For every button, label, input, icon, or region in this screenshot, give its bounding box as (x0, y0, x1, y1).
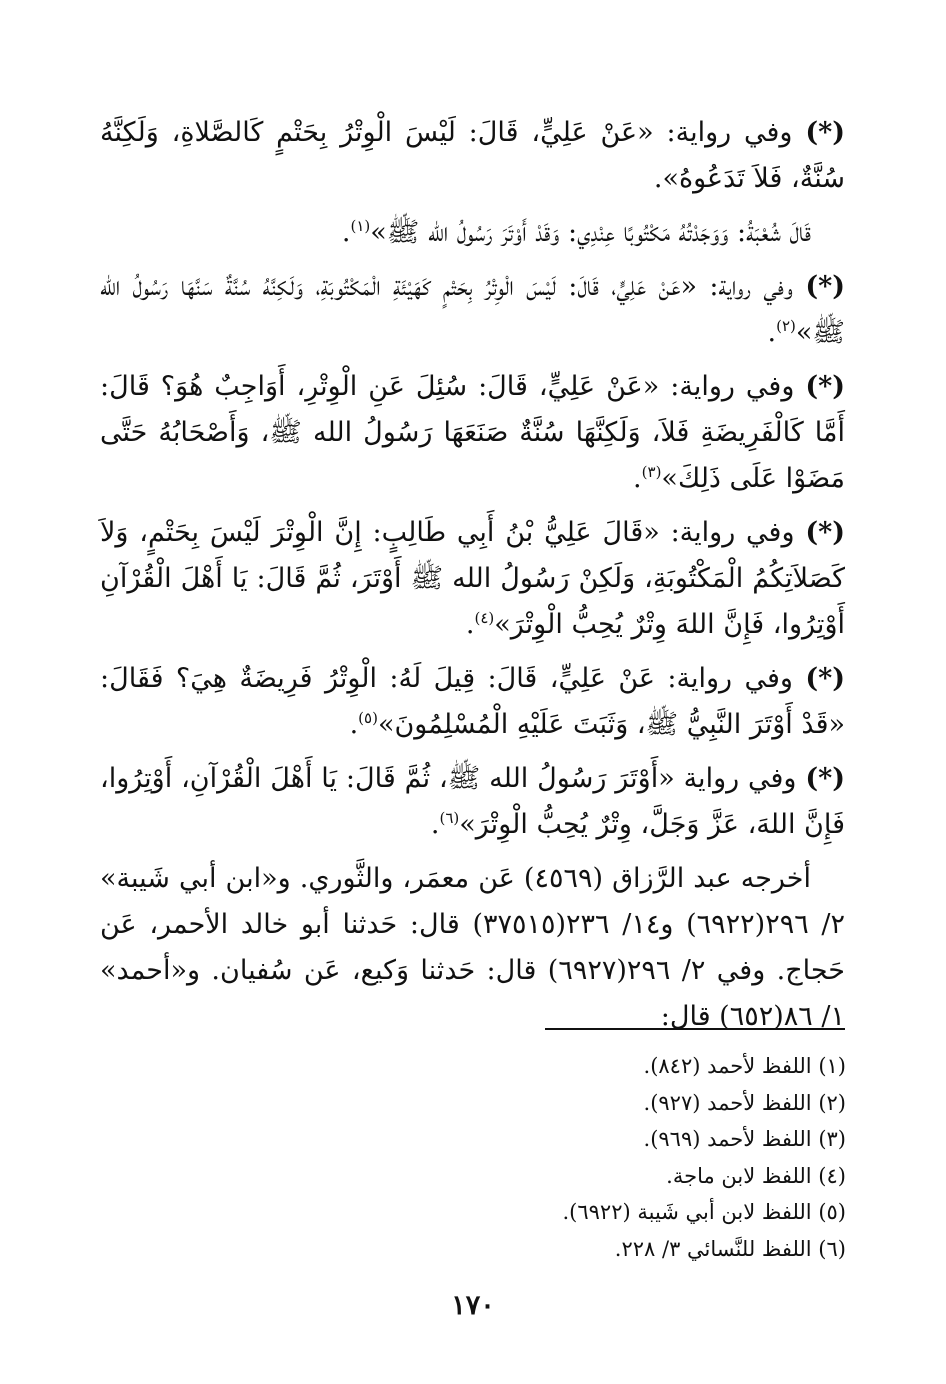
footnote: (١) اللفظ لأحمد (٨٤٢). (643, 1054, 846, 1078)
footnote: (٣) اللفظ لأحمد (٩٦٩). (643, 1127, 846, 1151)
hadith-paragraph (100, 756, 845, 848)
page-number: ١٧٠ (451, 1290, 495, 1321)
footnotes (101, 1048, 846, 1267)
hadith-paragraph (100, 510, 845, 648)
hadith-paragraph (100, 656, 845, 748)
hadith-paragraph (100, 110, 845, 202)
paragraph-tail: . (767, 317, 777, 348)
paragraph-marker: (*) (805, 663, 845, 694)
paragraph-marker: (*) (805, 371, 845, 402)
footnote: (٥) اللفظ لابن أبي شَيبة (٦٩٢٢). (562, 1200, 846, 1224)
footnote: (٤) اللفظ لابن ماجة. (666, 1163, 846, 1188)
paragraph-marker: (*) (805, 117, 845, 148)
paragraph-text: وفي رواية: «قَالَ عَلِيُّ بْنُ أَبِي طَالِبٍ: إِنَّ الْوِتْرَ لَيْسَ بِحَتْمٍ، وَلاَ كَصَلاَتِكُمُ الْمَكْتُوبَةِ، وَلَكِنْ رَسُولُ الله ﷺ أَوْتَرَ، ثُمَّ قَالَ: يَا أَهْلَ الْقُرْآنِ أَوْتِرُوا، فَإِنَّ اللهَ وِتْرٌ يُحِبُّ الْوِتْرَ» (100, 517, 845, 640)
paragraph-text: قَالَ شُعْبَةُ: وَوَجَدْتُهُ مَكْتُوبًا عِنْدِي: وَقَدْ أَوْتَرَ رَسُولُ الله ﷺ» (370, 217, 811, 248)
paragraph-tail: . (341, 217, 351, 248)
paragraph-marker: (*) (805, 271, 845, 302)
paragraph-text: وفي رواية: عَنْ عَلِيٍّ، قَالَ: قِيلَ لَهُ: الْوِتْرُ فَرِيضَةٌ هِيَ؟ فَقَالَ: «قَدْ أَوْتَرَ النَّبِيُّ ﷺ، وَثَبَتَ عَلَيْهِ الْمُسْلِمُونَ» (100, 663, 845, 740)
footnote-reference: (٣) (641, 463, 662, 481)
paragraph-tail: . (465, 609, 475, 640)
paragraph-text: وفي رواية: «عَنْ عَلِيٍّ، قَالَ: لَيْسَ الْوِتْرُ بِحَتْمٍ كَالصَّلاةِ، وَلَكِنَّهُ سُنَّةٌ، فَلاَ تَدَعُوهُ». (100, 117, 845, 194)
source-paragraph: أخرجه عبد الرَّزاق (٤٥٦٩) عَن معمَر، والثَّوري. و«ابن أبي شَيبة» ٢/ ٢٩٦(٦٩٢٢) و١٤/ ٢٣٦(٣٧٥١٥) قال: حَدثنا أبو خالد الأحمر، عَن حَجاج. وفي ٢/ ٢٩٦(٦٩٢٧) قال: حَدثنا وَكيع، عَن سُفيان. و«أحمد» ١/ ٨٦(٦٥٢) قال: (100, 863, 845, 1032)
hadith-paragraph (100, 364, 845, 502)
footnote: (٦) اللفظ للنَّسائي ٣/ ٢٢٨. (614, 1236, 846, 1261)
footnote-reference: (٦) (439, 809, 460, 827)
footnote-divider (545, 1028, 845, 1030)
paragraph-text: وفي رواية: «عَنْ عَلِيٍّ، قَالَ: سُئِلَ عَنِ الْوِتْرِ، أَوَاجِبٌ هُوَ؟ قَالَ: أَمَّا كَالْفَرِيضَةِ فَلاَ، وَلَكِنَّهَا سُنَّةٌ صَنَعَهَا رَسُولُ الله ﷺ، وَأَصْحَابُهُ حَتَّى مَضَوْا عَلَى ذَلِكَ» (100, 371, 845, 494)
footnote: (٢) اللفظ لأحمد (٩٢٧). (643, 1090, 846, 1115)
paragraph-text: وفي رواية «أَوْتَرَ رَسُولُ الله ﷺ، ثُمَّ قَالَ: يَا أَهْلَ الْقُرْآنِ، أَوْتِرُوا، فَإِنَّ اللهَ، عَزَّ وَجَلَّ، وِتْرٌ يُحِبُّ الْوِتْرَ» (100, 763, 845, 840)
hadith-paragraph (100, 210, 845, 256)
page-body (100, 110, 845, 1048)
paragraph-tail: . (430, 809, 440, 840)
paragraph-tail: . (349, 709, 359, 740)
paragraph-text: وفي رواية: «عَنْ عَلِيٍّ، قَالَ: لَيْسَ الْوِتْرُ بِحَتْمٍ كَهَيْئَةِ الْمَكْتُوبَةِ، وَلَكِنَّهُ سُنَّةٌ سَنَّهَا رَسُولُ الله ﷺ» (100, 271, 845, 348)
footnote-reference: (٤) (474, 609, 495, 627)
paragraph-marker: (*) (805, 517, 845, 548)
footnote-reference: (٢) (776, 317, 796, 335)
footnote-reference: (٥) (358, 709, 378, 727)
hadith-paragraph (100, 264, 845, 356)
paragraph-tail: . (633, 463, 642, 494)
paragraph-marker: (*) (805, 763, 845, 794)
footnote-reference: (١) (350, 217, 371, 235)
